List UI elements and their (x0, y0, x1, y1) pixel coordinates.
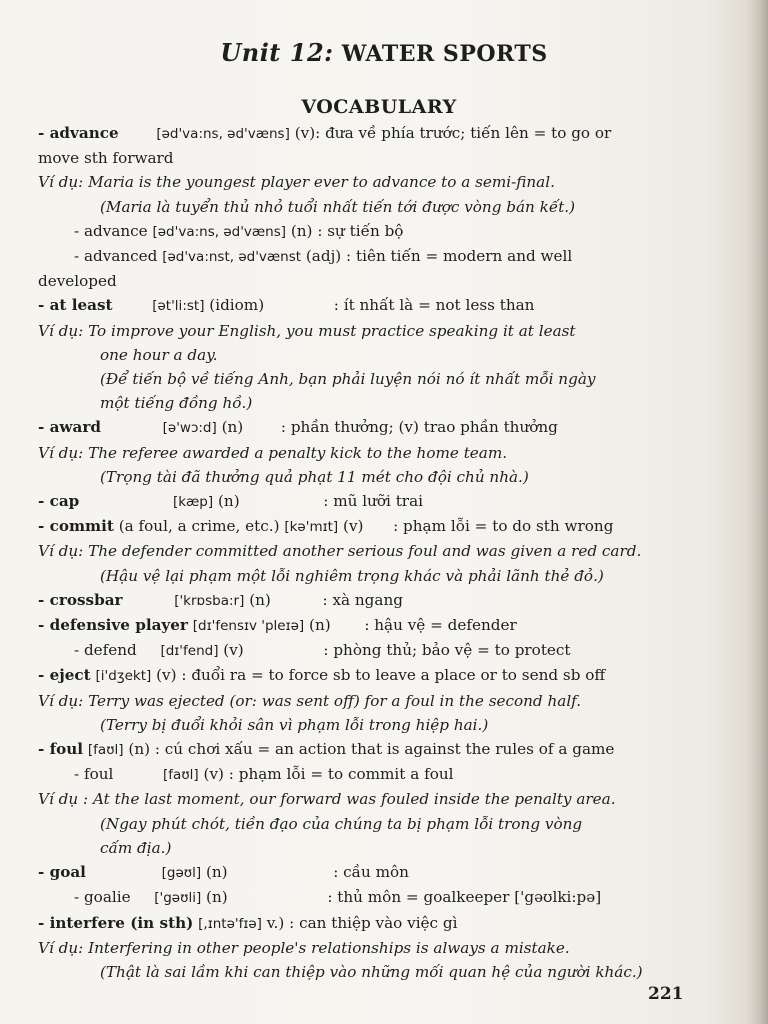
pronunciation: [dɪ'fensɪv 'pleɪə] (192, 618, 305, 635)
definition: cú chơi xấu = an action that is against the rules of a game (164, 740, 615, 759)
part-of-speech: (v): (294, 124, 321, 142)
part-of-speech: (n) (309, 616, 331, 635)
entry-line (38, 762, 728, 787)
definition: : thủ môn = goalkeeper ['gəʊlki:pə] (327, 888, 602, 907)
example-line (38, 319, 728, 343)
page-number: 221 (648, 984, 684, 1004)
headword: - interfere (in sth) (38, 913, 194, 932)
example-label: Ví dụ: (38, 173, 84, 192)
headword: - eject (38, 666, 91, 685)
section-heading: VOCABULARY (301, 96, 457, 118)
part-of-speech: (n) (206, 888, 228, 907)
entry-line (38, 293, 728, 318)
translation-line: (Hậu vệ lại phạm một lỗi nghiêm trọng khác và phải lãnh thẻ đỏ.) (100, 566, 604, 585)
headword: - advance (74, 221, 148, 240)
vocabulary-list (38, 121, 728, 984)
example-line (38, 539, 728, 563)
unit-number: Unit 12: (220, 38, 334, 67)
definition: : phạm lỗi = to commit a foul (228, 765, 454, 784)
headword: - goalie (74, 888, 131, 907)
example-line (38, 787, 728, 811)
headword: - crossbar (38, 590, 123, 609)
translation-line: (Maria là tuyển thủ nhỏ tuổi nhất tiến tới được vòng bán kết.) (100, 197, 576, 216)
part-of-speech: (v) (203, 765, 224, 784)
headword: - defensive player (38, 616, 188, 635)
pronunciation: [i'dʒekt] (95, 668, 152, 685)
unit-title (0, 38, 768, 67)
definition: đuổi ra = to force sb to leave a place or to send sb off (191, 666, 606, 685)
headword: - cap (38, 492, 80, 511)
definition: : phần thưởng; (v) trao phần thưởng (280, 418, 558, 437)
definition: : phạm lỗi = to do sth wrong (393, 517, 614, 536)
definition: : can thiệp vào việc gì (289, 913, 458, 932)
headword: - award (38, 418, 101, 437)
pronunciation: [kə'mɪt] (284, 519, 339, 536)
usage-note: (a foul, a crime, etc.) (118, 517, 280, 536)
entry-line (38, 638, 728, 663)
example-text: At the last moment, our forward was fouled inside the penalty area. (92, 790, 616, 809)
example-text: Interfering in other people's relationships is always a mistake. (88, 938, 570, 957)
part-of-speech: v.) (266, 913, 285, 932)
part-of-speech: (idiom) (209, 296, 265, 315)
entry-line (38, 514, 728, 539)
pronunciation: [kæp] (172, 494, 214, 511)
part-of-speech: (v) : (156, 666, 187, 685)
definition: : hậu vệ = defender (364, 616, 517, 635)
example-text: Terry was ejected (or: was sent off) for a foul in the second half. (88, 691, 582, 710)
example-line: one hour a day. (100, 345, 218, 364)
definition: : xà ngang (322, 590, 403, 609)
headword: - foul (38, 740, 84, 759)
page-edge-shadow (746, 0, 768, 1024)
example-text: The defender committed another serious foul and was given a red card. (88, 542, 642, 561)
example-label: Ví dụ: (38, 691, 84, 710)
headword: - defend (74, 641, 137, 660)
headword: - goal (38, 863, 86, 882)
entry-line (38, 219, 728, 244)
translation-line: (Để tiến bộ về tiếng Anh, bạn phải luyện nói nó ít nhất mỗi ngày (100, 370, 596, 389)
definition: đưa về phía trước; tiến lên = to go or (325, 124, 612, 142)
entry-line (38, 860, 728, 885)
entry-line (38, 489, 728, 514)
pronunciation: [,ɪntə'fɪə] (198, 915, 262, 932)
definition: : sự tiến bộ (317, 221, 404, 240)
headword: - foul (74, 765, 114, 784)
example-label: Ví dụ: (38, 321, 84, 340)
example-line (38, 441, 728, 465)
example-line (38, 936, 728, 960)
pronunciation: [gəʊl] (161, 865, 202, 882)
example-line (38, 689, 728, 713)
entry-line (38, 663, 728, 688)
pronunciation: [əd'va:ns, əd'væns] (156, 126, 290, 142)
translation-line: (Trọng tài đã thưởng quả phạt 11 mét cho đội chủ nhà.) (100, 467, 529, 486)
entry-line (38, 737, 728, 762)
part-of-speech: (n) (249, 590, 271, 609)
translation-line: (Terry bị đuổi khỏi sân vì phạm lỗi trong hiệp hai.) (100, 715, 489, 734)
entry-line (38, 244, 728, 269)
definition: : ít nhất là = not less than (333, 296, 535, 315)
pronunciation: [əd'va:nst, əd'vænst (162, 249, 302, 266)
headword: - commit (38, 517, 114, 536)
translation-line: một tiếng đồng hồ.) (100, 394, 253, 413)
part-of-speech: (n) : (128, 740, 160, 759)
example-line (38, 170, 728, 194)
definition: : tiên tiến = modern and well (346, 247, 573, 266)
entry-line (38, 121, 728, 146)
part-of-speech: (adj) (305, 247, 342, 266)
definition: : cầu môn (333, 863, 409, 882)
unit-name: WATER SPORTS (341, 41, 548, 67)
definition: : phòng thủ; bảo vệ = to protect (323, 641, 571, 660)
headword: - at least (38, 296, 113, 315)
example-label: Ví dụ: (38, 938, 84, 957)
part-of-speech: (n) (221, 418, 244, 437)
definition-continued: developed (38, 272, 117, 291)
part-of-speech: (v) (223, 641, 244, 660)
entry-line (38, 885, 728, 910)
pronunciation: [ət'li:st] (152, 298, 205, 315)
entry-line (38, 415, 728, 440)
example-label: Ví dụ: (38, 443, 84, 462)
headword: - advanced (74, 247, 158, 266)
part-of-speech: (n) (217, 492, 240, 511)
entry-line (38, 613, 728, 638)
pronunciation: [ə'wɔ:d] (162, 420, 217, 437)
part-of-speech: (v) (343, 517, 364, 536)
entry-line (38, 146, 728, 170)
pronunciation: [dɪ'fend] (160, 643, 219, 660)
entry-line (38, 911, 728, 936)
pronunciation: ['krɒsba:r] (174, 592, 245, 609)
pronunciation: ['gəʊli] (154, 890, 202, 907)
entry-line (38, 269, 728, 293)
definition: : mũ lưỡi trai (323, 492, 423, 511)
translation-line: (Ngay phút chót, tiền đạo của chúng ta bị phạm lỗi trong vòng (100, 814, 583, 833)
example-text: The referee awarded a penalty kick to the home team. (88, 443, 508, 462)
translation-line: cấm địa.) (100, 838, 172, 857)
definition-continued: move sth forward (38, 149, 174, 168)
headword: - advance (38, 124, 119, 142)
example-text: To improve your English, you must practice speaking it at least (88, 321, 576, 340)
pronunciation: [faʊl] (163, 767, 199, 784)
translation-line: (Thật là sai lầm khi can thiệp vào những mối quan hệ của người khác.) (100, 962, 643, 981)
part-of-speech: (n) (205, 863, 228, 882)
example-text: Maria is the youngest player ever to advance to a semi-final. (88, 173, 555, 192)
entry-line (38, 588, 728, 613)
part-of-speech: (n) (290, 221, 313, 240)
pronunciation: [faʊl] (87, 742, 124, 759)
example-label: Ví dụ: (38, 542, 84, 561)
pronunciation: [əd'va:ns, əd'væns] (152, 223, 287, 240)
example-label: Ví dụ : (38, 790, 89, 809)
